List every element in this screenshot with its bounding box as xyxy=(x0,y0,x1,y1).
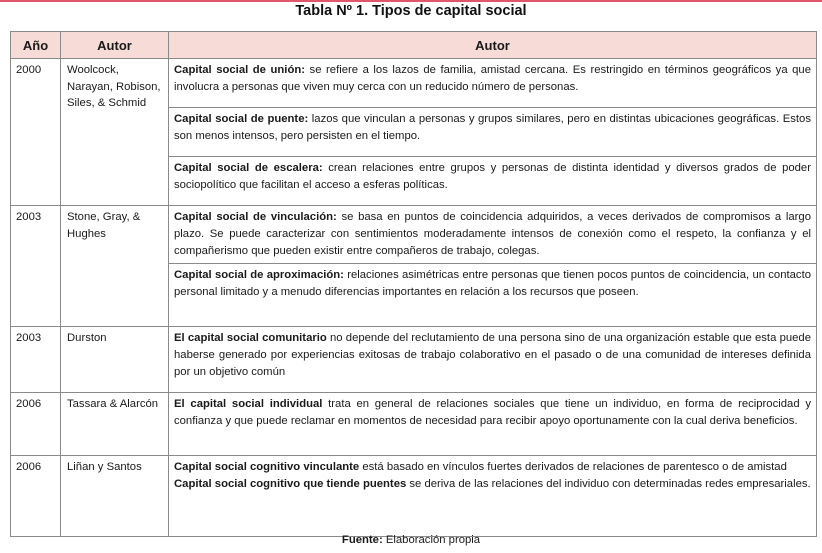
row-entry xyxy=(169,59,817,108)
row-year: 2006 xyxy=(11,456,61,537)
entry-term: Capital social cognitivo vinculante xyxy=(174,461,360,473)
row-entry xyxy=(169,206,817,264)
entry-term: Capital social de vinculación: xyxy=(174,211,337,223)
header-author: Autor xyxy=(61,32,169,59)
row-entry xyxy=(169,157,817,206)
entry-text: está basado en vínculos fuertes derivados de relaciones de parentesco o de amistad xyxy=(359,461,787,473)
source-label: Fuente: xyxy=(341,534,383,546)
capital-social-table xyxy=(10,31,817,537)
entry-paragraph xyxy=(174,476,811,493)
header-description: Autor xyxy=(169,32,817,59)
header-year: Año xyxy=(11,32,61,59)
entry-term: Capital social de aproximación: xyxy=(174,269,344,281)
entry-text: no depende del reclutamiento de una persona sino de una organización estable que esta puede haberse generado por experiencias exitosas de trabajo colaborativo en el pasado o de una comunidad de intereses definida por un objetivo común xyxy=(174,332,811,378)
entry-text: se refiere a los lazos de familia, amistad cercana. Es restringido en términos geográficos ya que involucra a personas que viven muy cerca con un reducido número de personas. xyxy=(174,64,811,93)
table-header-row xyxy=(11,32,817,59)
entry-term: Capital social de unión: xyxy=(174,64,306,76)
row-author: Tassara & Alarcón xyxy=(61,393,169,456)
table-row xyxy=(11,327,817,393)
entry-text: relaciones asimétricas entre personas que tienen pocos puntos de coincidencia, un contacto personal limitado y a menudo diferencias importantes en relación a los recursos que poseen. xyxy=(174,269,811,298)
row-author: Stone, Gray, & Hughes xyxy=(61,206,169,327)
entry-text: crean relaciones entre grupos y personas de distinta identidad y diversos grados de poder sociopolítico que facilitan el acceso a esferas políticas. xyxy=(174,162,811,191)
table-row xyxy=(11,456,817,537)
entry-term: Capital social cognitivo que tiende puentes xyxy=(174,478,407,490)
row-entry xyxy=(169,264,817,327)
row-entry xyxy=(169,108,817,157)
row-year: 2000 xyxy=(11,59,61,206)
row-entry xyxy=(169,327,817,393)
row-author: Woolcock, Narayan, Robison, Siles, & Schmid xyxy=(61,59,169,206)
entry-term: Capital social de escalera: xyxy=(174,162,323,174)
table-title: Tabla Nº 1. Tipos de capital social xyxy=(295,3,527,19)
row-entry xyxy=(169,393,817,456)
row-year: 2003 xyxy=(11,206,61,327)
source-note xyxy=(0,532,822,548)
row-year: 2006 xyxy=(11,393,61,456)
row-author: Durston xyxy=(61,327,169,393)
table-row xyxy=(11,393,817,456)
table-row xyxy=(11,206,817,264)
entry-text: trata en general de relaciones sociales que tiene un individuo, en forma de reciprocidad y confianza y que puede reclamar en momentos de necesidad para recibir apoyo oportunamente con la cual deriva beneficios. xyxy=(174,398,811,427)
row-author: Liñan y Santos xyxy=(61,456,169,537)
source-text: Elaboración propia xyxy=(382,534,481,546)
row-entry xyxy=(169,456,817,537)
table-row xyxy=(11,59,817,108)
row-year: 2003 xyxy=(11,327,61,393)
entry-text: lazos que vinculan a personas y grupos similares, pero en distintas ubicaciones geográficas. Estos son menos intensos, pero persisten en el tiempo. xyxy=(174,113,811,142)
entry-text: se basa en puntos de coincidencia adquiridos, a veces derivados de compromisos a largo plazo. Se puede caracterizar con sentimientos moderadamente intensos de conexión como el respeto, la confianza y el compañerismo que pueden existir entre compañeros de trabajo, colegas. xyxy=(174,211,811,257)
entry-text: se deriva de las relaciones del individuo con determinadas redes empresariales. xyxy=(406,478,811,490)
entry-term: Capital social de puente: xyxy=(174,113,309,125)
entry-term: El capital social individual xyxy=(174,398,323,410)
entry-term: El capital social comunitario xyxy=(174,332,327,344)
entry-paragraph xyxy=(174,459,811,476)
